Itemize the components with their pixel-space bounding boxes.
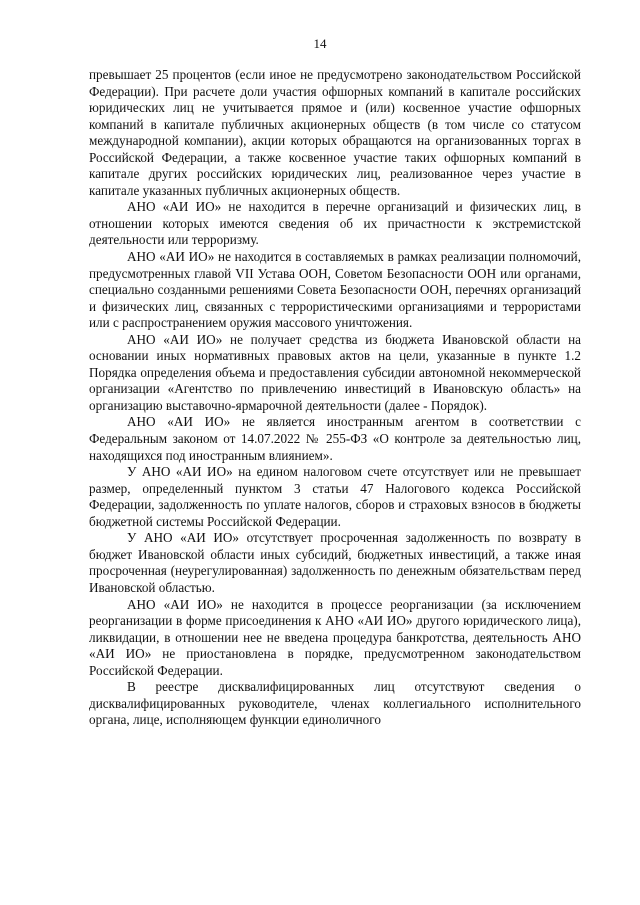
paragraph: АНО «АИ ИО» не находится в процессе реорганизации (за исключением реорганизации в форме присоединения к АНО «АИ ИО» другого юридического лица), ликвидации, в отношении нее не введена процедура банкротства, деятельность АНО «АИ ИО» не приостановлена в порядке, предусмотренном законодательством Российской Федерации. <box>89 596 581 678</box>
paragraph: АНО «АИ ИО» не получает средства из бюджета Ивановской области на основании иных нормативных правовых актов на цели, указанные в пункте 1.2 Порядка определения объема и предоставления субсидии автономной некоммерческой организации «Агентство по привлечению инвестиций в Ивановскую область» на организацию выставочно-ярмарочной деятельности (далее - Порядок). <box>89 331 581 413</box>
paragraph-continuation: превышает 25 процентов (если иное не предусмотрено законодательством Российской Федерации). При расчете доли участия офшорных компаний в капитале российских юридических лиц не учитывается прямое и (или) косвенное участие офшорных компаний в капитале публичных акционерных обществ (в том числе со статусом международной компании), акции которых обращаются на организованных торгах в Российской Федерации, а также косвенное участие таких офшорных компаний в капитале других российских юридических лиц, реализованное через участие в капитале указанных публичных акционерных обществ. <box>89 67 581 198</box>
paragraph: АНО «АИ ИО» не находится в составляемых в рамках реализации полномочий, предусмотренных главой VII Устава ООН, Советом Безопасности ООН или органами, специально созданными решениями Совета Безопасности ООН, перечнях организаций и физических лиц, связанных с террористическими организациями и террористами или с распространением оружия массового уничтожения. <box>89 249 581 331</box>
paragraph: АНО «АИ ИО» не находится в перечне организаций и физических лиц, в отношении которых имеются сведения об их причастности к экстремистской деятельности или терроризму. <box>89 199 581 248</box>
paragraph: В реестре дисквалифицированных лиц отсутствуют сведения о дисквалифицированных руководителе, членах коллегиального исполнительного органа, лице, исполняющем функции единоличного <box>89 679 581 728</box>
document-body <box>89 67 581 729</box>
paragraph: АНО «АИ ИО» не является иностранным агентом в соответствии с Федеральным законом от 14.07.2022 № 255-ФЗ «О контроле за деятельностью лиц, находящихся под иностранным влиянием». <box>89 414 581 463</box>
paragraph: У АНО «АИ ИО» отсутствует просроченная задолженность по возврату в бюджет Ивановской области иных субсидий, бюджетных инвестиций, а также иная просроченная (неурегулированная) задолженность по денежным обязательствам перед Ивановской областью. <box>89 530 581 595</box>
page-number: 14 <box>313 36 327 51</box>
paragraph: У АНО «АИ ИО» на едином налоговом счете отсутствует или не превышает размер, определенный пунктом 3 статьи 47 Налогового кодекса Российской Федерации, задолженность по уплате налогов, сборов и страховых взносов в бюджеты бюджетной системы Российской Федерации. <box>89 464 581 529</box>
